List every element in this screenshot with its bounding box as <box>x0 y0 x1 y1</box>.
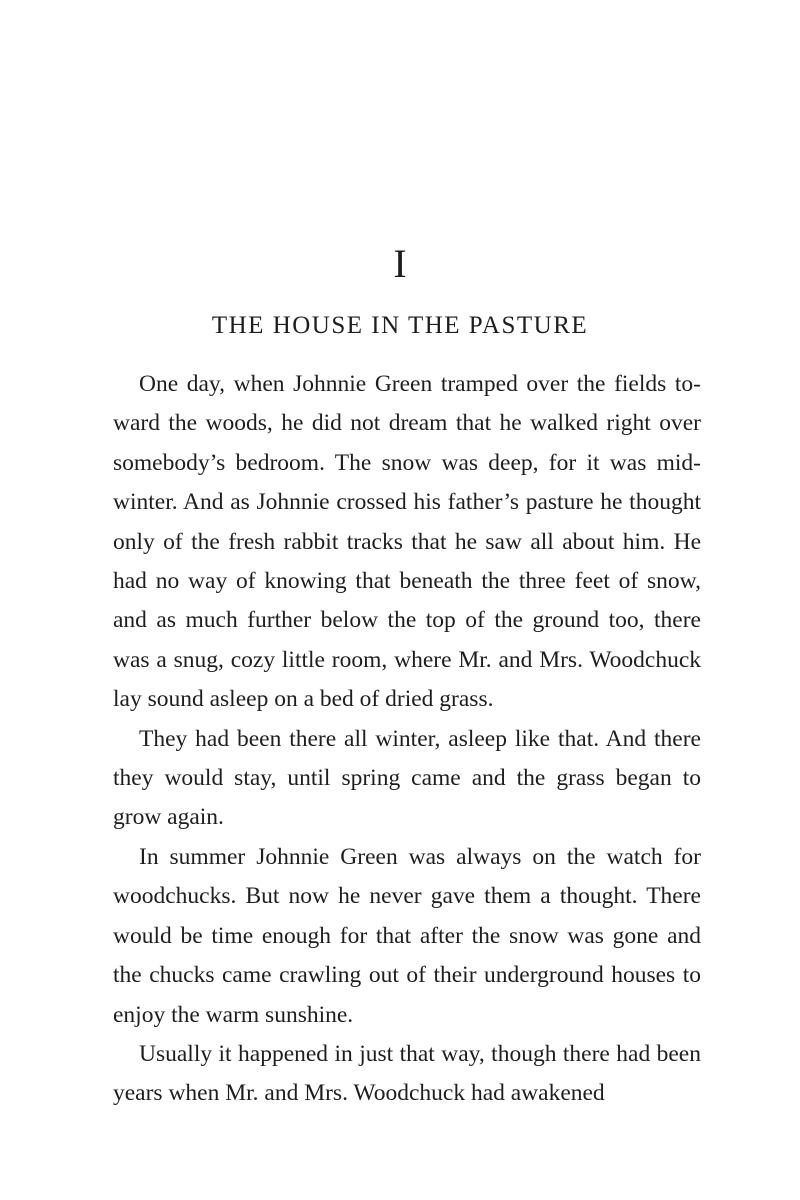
chapter-number: I <box>393 241 407 286</box>
paragraph-2: They had been there all winter, asleep like that. And there they would stay, until spring came and the grass began to grow again. <box>113 725 701 831</box>
paragraph-3: In summer Johnnie Green was always on the watch for woodchucks. But now he never gave them a thought. There would be time enough for that after the snow was gone and the chucks came crawling out of their underground houses to enjoy the warm sunshine. <box>113 843 701 1028</box>
chapter-body <box>113 365 701 1114</box>
paragraph-1: One day, when Johnnie Green tramped over the fields toward the woods, he did not dream that he walked right over somebody’s bedroom. The snow was deep, for it was midwinter. And as Johnnie crossed his father’s pasture he thought only of the fresh rabbit tracks that he saw all about him. He had no way of knowing that beneath the three feet of snow, and as much further below the top of the ground too, there was a snug, cozy little room, where Mr. and Mrs. Woodchuck lay sound asleep on a bed of dried grass. <box>113 371 701 713</box>
paragraph-4: Usually it happened in just that way, though there had been years when Mr. and Mrs. Woodchuck had awakened <box>113 1040 701 1107</box>
chapter-title: THE HOUSE IN THE PASTURE <box>211 312 589 339</box>
